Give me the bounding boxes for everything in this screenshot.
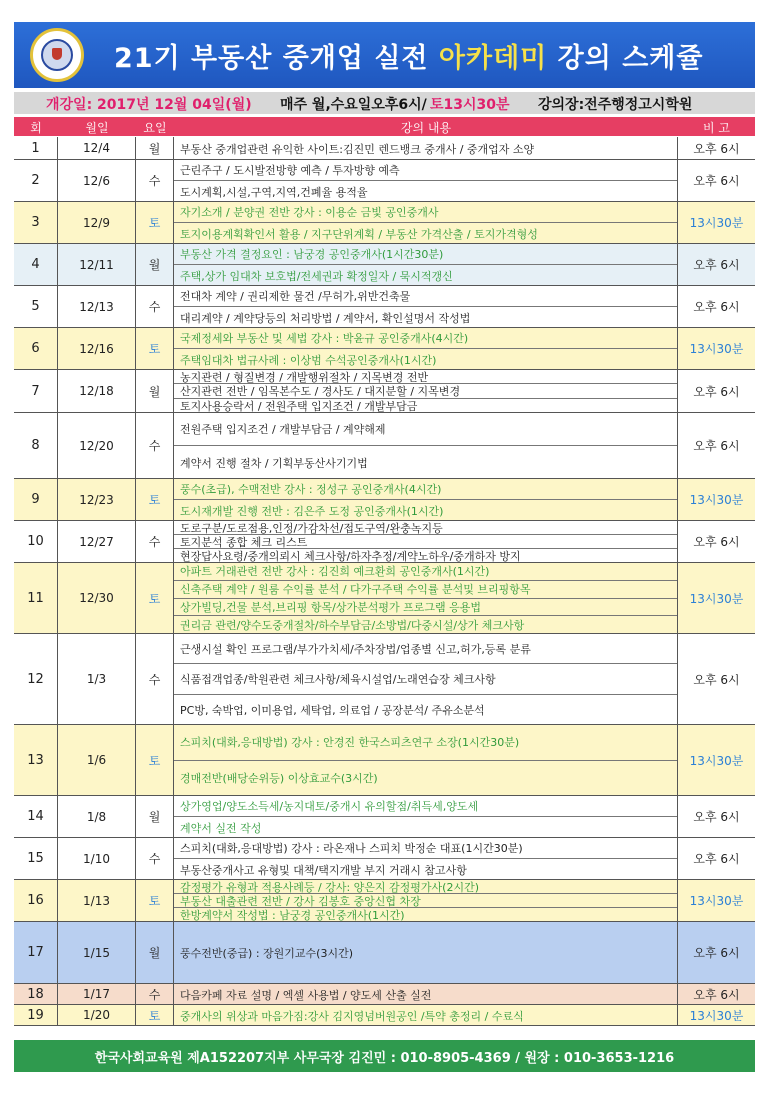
- session-content: [174, 328, 678, 369]
- session-day: 월: [136, 922, 174, 983]
- content-line: 식품접객업종/학원관련 체크사항/체육시설업/노래연습장 체크사항: [174, 664, 677, 694]
- session-day: 토: [136, 563, 174, 633]
- session-note: 오후 6시: [693, 535, 740, 549]
- saturday-time: 토13시30분: [430, 97, 510, 113]
- session-note: 13시30분: [689, 591, 744, 606]
- content-line: 상가영업/양도소득세/농지대토/중개시 유의할점/취득세,양도세: [174, 796, 677, 817]
- header-no: 회: [30, 121, 42, 135]
- session-day: 토: [136, 479, 174, 520]
- session-day: 수: [136, 413, 174, 478]
- session-number: 18: [14, 984, 58, 1004]
- content-line: 계약서 진행 절차 / 기획부동산사기기법: [180, 456, 368, 470]
- session-date: 12/23: [58, 479, 136, 520]
- table-row: [14, 286, 755, 328]
- content-line: 부동산 중개업관련 유익한 사이트:김진민 렌드뱅크 중개사 / 중개업자 소양: [180, 142, 535, 156]
- session-content: [174, 796, 678, 837]
- content-line: 상가빌딩,건물 분석,브리핑 항목/상가분석평가 프로그램 응용법: [174, 599, 677, 617]
- content-line: 스피치(대화,응대방법) 강사 : 라온재나 스피치 박정순 대표(1시간30분): [174, 838, 677, 859]
- session-note: 오후 6시: [693, 810, 740, 824]
- session-number: 17: [14, 922, 58, 983]
- session-day: 토: [136, 202, 174, 243]
- session-date: 12/4: [58, 137, 136, 159]
- session-number: 11: [14, 563, 58, 633]
- session-date: 1/17: [58, 984, 136, 1004]
- session-content: [174, 880, 678, 921]
- table-row: [14, 984, 755, 1005]
- session-content: [174, 202, 678, 243]
- page-title: 21기 부동산 중개업 실전 아카데미 강의 스케쥴: [114, 43, 704, 74]
- content-line: 도시계획,시설,구역,지역,건폐율 용적율: [180, 185, 368, 199]
- session-day: 토: [136, 725, 174, 795]
- title-banner: [14, 22, 755, 88]
- content-line: 대리계약 / 계약당등의 처리방법 / 계약서, 확인설명서 작성법: [180, 311, 471, 325]
- content-line: 토지사용승락서 / 전원주택 입지조건 / 개발부담금: [180, 399, 418, 413]
- content-line: 풍수전반(중급) : 장원기교수(3시간): [180, 947, 354, 960]
- content-line: 중개사의 위상과 마음가짐:강사 김지영넘버원공인 /특약 총정리 / 수료식: [180, 1009, 524, 1023]
- session-note: 오후 6시: [693, 258, 740, 272]
- session-note: 13시30분: [689, 216, 744, 230]
- venue: 강의장:전주행정고시학원: [538, 97, 693, 113]
- session-number: 12: [14, 634, 58, 724]
- content-line: 토지이용계획확인서 활용 / 지구단위계획 / 부동산 가격산출 / 토지가격형성: [180, 227, 538, 241]
- session-content: [174, 922, 678, 983]
- content-line: 도시재개발 진행 전반 : 김은주 도정 공인중개사(1시간): [180, 504, 444, 518]
- session-content: [174, 563, 678, 633]
- session-day: 수: [136, 521, 174, 562]
- header-day: 요일: [143, 121, 167, 135]
- session-content: [174, 286, 678, 327]
- academy-logo-icon: [30, 28, 84, 82]
- session-number: 2: [14, 160, 58, 201]
- table-row: [14, 328, 755, 370]
- content-line: 산지관련 전반 / 임목본수도 / 경사도 / 대지분할 / 지목변경: [174, 384, 677, 398]
- session-number: 16: [14, 880, 58, 921]
- session-day: 월: [136, 137, 174, 159]
- contact-footer: 한국사회교육원 제A152207지부 사무국장 김진민 : 010-8905-4369 / 원장 : 010-3653-1216: [14, 1040, 755, 1072]
- content-line: 도로구분/도로점용,인정/가감차선/접도구역/완충녹지등: [174, 521, 677, 535]
- session-day: 토: [136, 328, 174, 369]
- content-line: 신축주택 계약 / 원룸 수익률 분석 / 다가구주택 수익률 분석및 브리핑항목: [174, 581, 677, 599]
- session-content: [174, 160, 678, 201]
- session-date: 1/3: [58, 634, 136, 724]
- session-note: 13시30분: [689, 493, 744, 507]
- session-content: [174, 984, 678, 1004]
- session-note: 13시30분: [689, 342, 744, 356]
- session-number: 19: [14, 1005, 58, 1025]
- session-content: [174, 725, 678, 795]
- session-content: [174, 838, 678, 879]
- weekly-time: 매주 월,수요일오후6시/: [280, 97, 427, 113]
- session-note: 오후 6시: [693, 439, 740, 453]
- table-row: [14, 370, 755, 413]
- session-date: 1/10: [58, 838, 136, 879]
- session-day: 수: [136, 984, 174, 1004]
- table-row: [14, 563, 755, 634]
- content-line: 감정평가 유형과 적용사례등 / 강사: 양은지 감정평가사(2시간): [174, 880, 677, 894]
- session-date: 12/9: [58, 202, 136, 243]
- session-note: 13시30분: [689, 753, 744, 768]
- session-date: 12/20: [58, 413, 136, 478]
- content-line: 부동산 가격 결정요인 : 남궁경 공인중개사(1시간30분): [174, 244, 677, 265]
- table-row: [14, 137, 755, 160]
- session-number: 8: [14, 413, 58, 478]
- content-line: 아파트 거래관련 전반 강사 : 김진희 예크환희 공인중개사(1시간): [174, 563, 677, 581]
- session-note: 오후 6시: [693, 946, 740, 960]
- session-content: [174, 521, 678, 562]
- session-date: 1/20: [58, 1005, 136, 1025]
- session-number: 15: [14, 838, 58, 879]
- session-date: 12/11: [58, 244, 136, 285]
- session-day: 토: [136, 880, 174, 921]
- session-date: 12/30: [58, 563, 136, 633]
- session-content: [174, 634, 678, 724]
- content-line: 현장답사요령/중개의뢰시 체크사항/하자추정/계약노하우/중개하자 방지: [180, 550, 521, 563]
- content-line: 한방계약서 작성법 : 남궁경 공인중개사(1시간): [180, 909, 405, 922]
- session-content: [174, 413, 678, 478]
- table-row: [14, 244, 755, 286]
- schedule-info-bar: [14, 92, 755, 114]
- content-line: 근생시설 확인 프로그램/부가가치세/주차장법/업종별 신고,허가,등록 분류: [174, 634, 677, 664]
- content-line: 국제정세와 부동산 및 세법 강사 : 박윤규 공인중개사(4시간): [174, 328, 677, 349]
- content-line: 근린주구 / 도시발전방향 예측 / 투자방향 예측: [174, 160, 677, 181]
- session-note: 오후 6시: [693, 852, 740, 866]
- content-line: 자기소개 / 분양권 전반 강사 : 이용순 금빛 공인중개사: [174, 202, 677, 223]
- session-note: 오후 6시: [693, 300, 740, 314]
- content-line: 주택,상가 임대차 보호법/전세권과 확정일자 / 묵시적갱신: [180, 269, 453, 283]
- table-row: [14, 160, 755, 202]
- session-date: 12/16: [58, 328, 136, 369]
- table-row: [14, 413, 755, 479]
- session-number: 1: [14, 137, 58, 159]
- table-row: [14, 922, 755, 984]
- session-note: 13시30분: [689, 1008, 744, 1023]
- content-line: 토지분석 종합 체크 리스트: [174, 535, 677, 549]
- session-date: 12/27: [58, 521, 136, 562]
- content-line: 권리금 관련/양수도중개절차/하수부담금/소방법/다중시설/상가 체크사항: [180, 619, 525, 633]
- header-content: 강의 내용: [400, 121, 452, 135]
- content-line: 경매전반(배당순위등) 이상효교수(3시간): [180, 772, 378, 786]
- table-header: [14, 117, 755, 136]
- session-content: [174, 244, 678, 285]
- session-date: 1/13: [58, 880, 136, 921]
- session-date: 12/6: [58, 160, 136, 201]
- table-row: [14, 838, 755, 880]
- session-day: 월: [136, 244, 174, 285]
- session-date: 1/8: [58, 796, 136, 837]
- session-day: 월: [136, 370, 174, 412]
- header-date: 월일: [85, 121, 109, 135]
- session-day: 월: [136, 796, 174, 837]
- session-content: [174, 137, 678, 159]
- content-line: 풍수(초급), 수맥전반 강사 : 정성구 공인중개사(4시간): [174, 479, 677, 500]
- session-number: 5: [14, 286, 58, 327]
- content-line: PC방, 숙박업, 이미용업, 세탁업, 의료업 / 공장분석/ 주유소분석: [180, 703, 485, 717]
- session-content: [174, 370, 678, 412]
- session-note: 13시30분: [689, 894, 744, 908]
- content-line: 전대차 계약 / 권리제한 물건 /무허가,위반건축물: [174, 286, 677, 307]
- session-number: 7: [14, 370, 58, 412]
- session-day: 수: [136, 634, 174, 724]
- session-number: 6: [14, 328, 58, 369]
- content-line: 부동산중개사고 유형및 대책/택지개발 부지 거래시 참고사항: [180, 863, 467, 877]
- session-note: 오후 6시: [693, 174, 740, 188]
- table-row: [14, 479, 755, 521]
- table-row: [14, 880, 755, 922]
- session-number: 3: [14, 202, 58, 243]
- table-row: [14, 1005, 755, 1026]
- open-date: 개강일: 2017년 12월 04일(월): [46, 97, 252, 113]
- session-day: 수: [136, 838, 174, 879]
- table-row: [14, 725, 755, 796]
- session-note: 오후 6시: [693, 384, 740, 399]
- content-line: 주택임대차 법규사례 : 이상범 수석공인중개사(1시간): [180, 353, 437, 367]
- session-date: 12/18: [58, 370, 136, 412]
- session-date: 1/15: [58, 922, 136, 983]
- session-note: 오후 6시: [693, 141, 740, 156]
- content-line: 부동산 대출관련 전반 / 강사 김봉호 중앙신협 차장: [174, 894, 677, 908]
- session-number: 14: [14, 796, 58, 837]
- session-day: 수: [136, 286, 174, 327]
- content-line: 농지관련 / 형질변경 / 개발행위절차 / 지목변경 전반: [174, 370, 677, 384]
- table-row: [14, 796, 755, 838]
- session-content: [174, 1005, 678, 1025]
- header-note: 비 고: [703, 121, 730, 135]
- session-number: 13: [14, 725, 58, 795]
- content-line: 전원주택 입지조건 / 개발부담금 / 계약해제: [174, 413, 677, 446]
- table-row: [14, 634, 755, 725]
- session-date: 12/13: [58, 286, 136, 327]
- session-note: 오후 6시: [693, 987, 740, 1002]
- session-day: 토: [136, 1005, 174, 1025]
- session-note: 오후 6시: [693, 672, 740, 687]
- session-number: 10: [14, 521, 58, 562]
- table-row: [14, 521, 755, 563]
- content-line: 계약서 실전 작성: [180, 821, 262, 835]
- content-line: 스피치(대화,응대방법) 강사 : 안경진 한국스피츠연구 소장(1시간30분): [174, 725, 677, 761]
- session-day: 수: [136, 160, 174, 201]
- session-number: 9: [14, 479, 58, 520]
- session-number: 4: [14, 244, 58, 285]
- session-content: [174, 479, 678, 520]
- session-date: 1/6: [58, 725, 136, 795]
- table-row: [14, 202, 755, 244]
- content-line: 다음카페 자료 설명 / 엑셀 사용법 / 양도세 산출 실전: [180, 988, 432, 1002]
- schedule-document: [14, 22, 755, 1072]
